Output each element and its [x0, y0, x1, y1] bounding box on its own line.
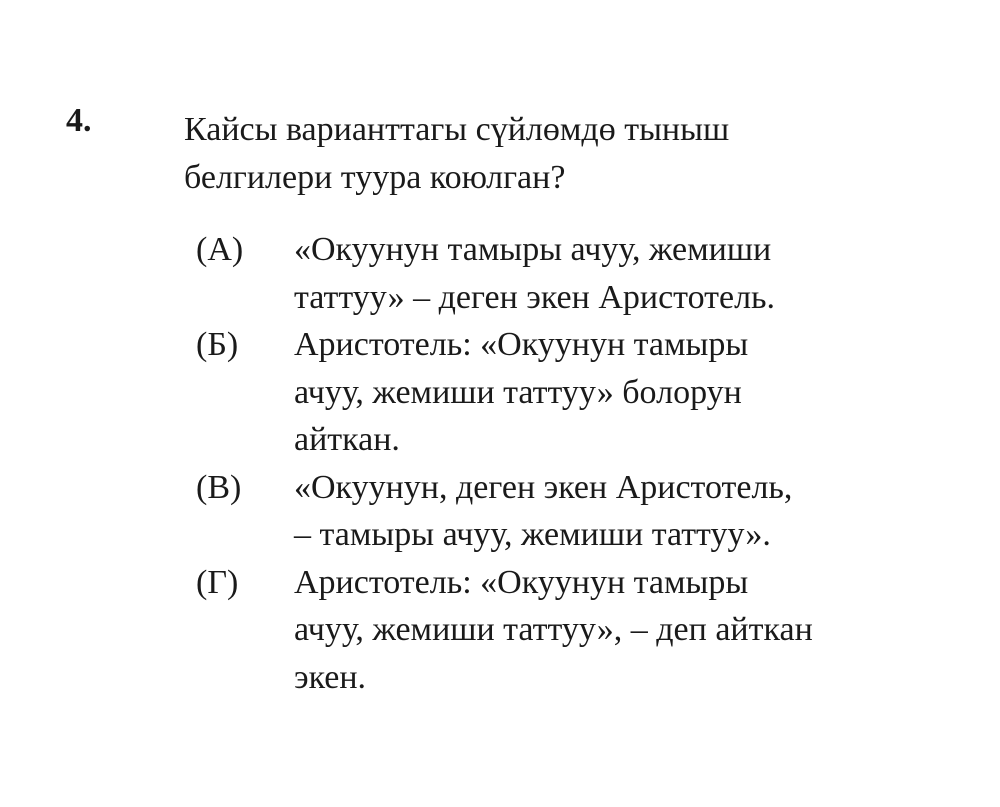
question-text-line: белгилери туура коюлган? — [184, 159, 566, 196]
option-text-line: ачуу, жемиши таттуу», – деп айткан — [294, 611, 813, 648]
option-text — [294, 226, 956, 321]
option-label: (Б) — [196, 326, 239, 363]
option-text-line: Аристотель: «Окуунун тамыры — [294, 563, 749, 601]
question-text — [184, 106, 904, 202]
option-text — [294, 464, 956, 559]
option-text-line: айткан. — [294, 421, 400, 458]
option-text-line: «Окуунун, деген экен Аристотель, — [294, 468, 793, 506]
option-b[interactable] — [196, 321, 956, 464]
option-text-line: – тамыры ачуу, жемиши таттуу». — [294, 516, 771, 553]
option-label: (Г) — [196, 563, 239, 601]
option-g[interactable] — [196, 559, 956, 702]
question-text-line: Кайсы варианттагы сүйлөмдө тыныш — [184, 111, 730, 148]
option-text — [294, 321, 956, 464]
option-text — [294, 559, 956, 702]
question-number: 4. — [66, 102, 92, 139]
option-text-line: ачуу, жемиши таттуу» болорун — [294, 373, 742, 411]
option-label: (В) — [196, 468, 242, 506]
option-label: (А) — [196, 231, 244, 268]
option-v[interactable] — [196, 464, 956, 559]
option-text-line: таттуу» – деген экен Аристотель. — [294, 278, 776, 316]
option-text-line: экен. — [294, 658, 367, 696]
option-text-line: Аристотель: «Окуунун тамыры — [294, 326, 749, 363]
option-text-line: «Окуунун тамыры ачуу, жемиши — [294, 231, 772, 268]
answer-options — [196, 226, 956, 701]
option-a[interactable] — [196, 226, 956, 321]
